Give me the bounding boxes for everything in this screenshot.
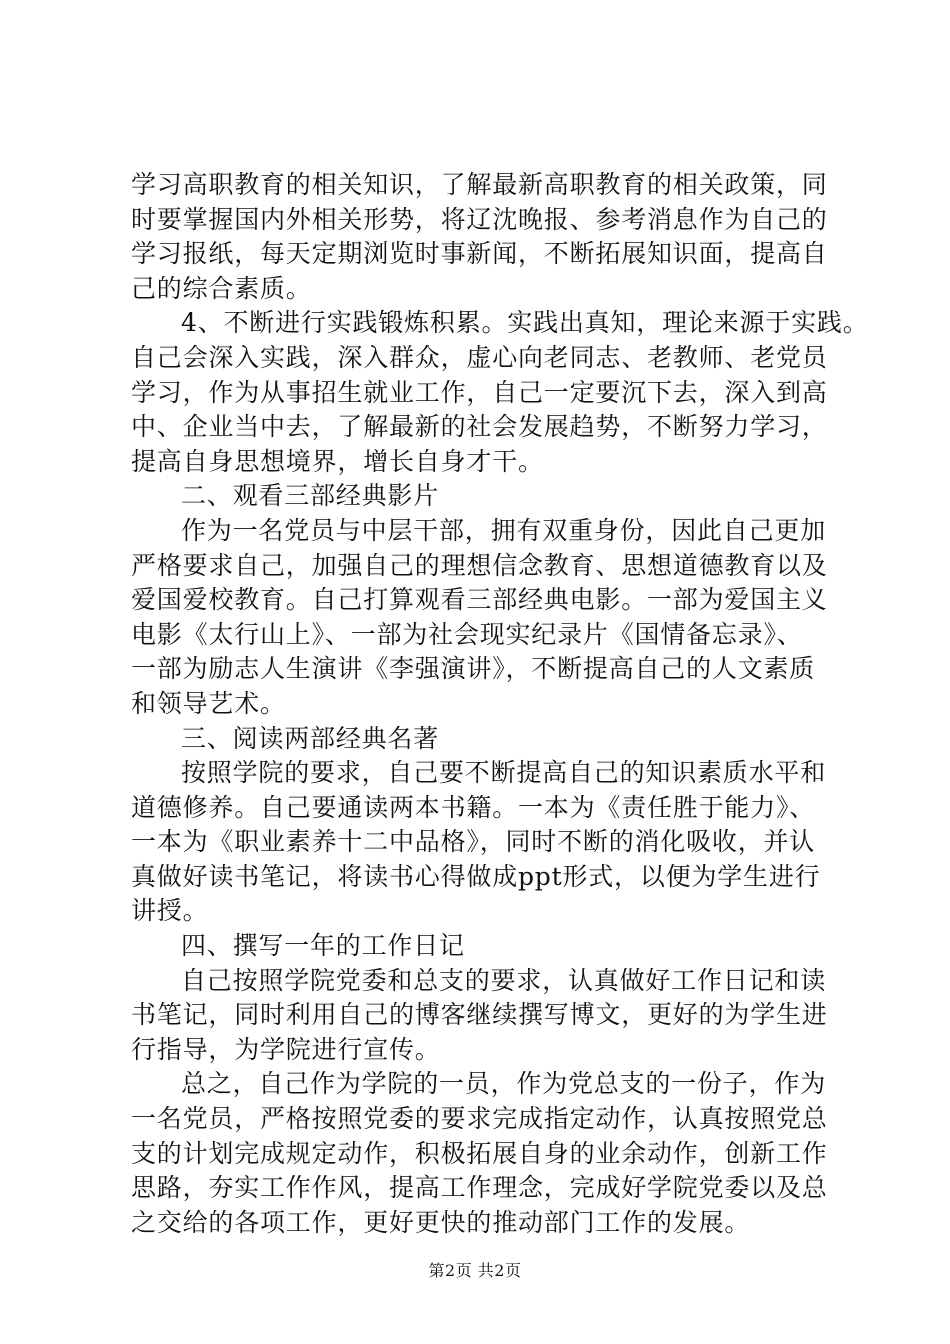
text-line: 电影《太行山上》、一部为社会现实纪录片《国情备忘录》、 [131,619,803,649]
text-line: 道德修养。自己要通读两本书籍。一本为《责任胜于能力》、 [131,792,816,822]
text-line: 严格要求自己，加强自己的理想信念教育、思想道德教育以及 [131,550,828,580]
text-line: 时要掌握国内外相关形势，将辽沈晚报、参考消息作为自己的 [131,204,828,234]
text-line: 讲授。 [131,896,209,926]
text-line: 一本为《职业素养十二中品格》，同时不断的消化吸收，并认 [131,827,816,857]
text-line: 作为一名党员与中层干部，拥有双重身份，因此自己更加 [181,515,827,545]
text-line: 按照学院的要求，自己要不断提高自己的知识素质水平和 [181,758,827,788]
text-line: 行指导，为学院进行宣传。 [131,1034,441,1064]
text-line: 真做好读书笔记，将读书心得做成ppt形式，以便为学生进行 [131,861,821,891]
text-line: 和领导艺术。 [131,688,286,718]
text-line: 学习，作为从事招生就业工作，自己一定要沉下去，深入到高 [131,377,828,407]
text-line: 一部为励志人生演讲《李强演讲》，不断提高自己的人文素质 [131,654,816,684]
text-line: 中、企业当中去，了解最新的社会发展趋势，不断努力学习， [131,412,828,442]
text-line: 思路，夯实工作作风，提高工作理念，完成好学院党委以及总 [131,1173,828,1203]
text-line: 总之，自己作为学院的一员，作为党总支的一份子，作为 [181,1069,827,1099]
text-line: 自己会深入实践，深入群众，虚心向老同志、老教师、老党员 [131,342,828,372]
document-body [131,168,869,1240]
text-line: 学习高职教育的相关知识，了解最新高职教育的相关政策，同 [131,170,828,199]
text-line: 三、阅读两部经典名著 [181,723,440,753]
text-line: 提高自身思想境界，增长自身才干。 [131,446,544,476]
text-line: 一名党员，严格按照党委的要求完成指定动作，认真按照党总 [131,1104,828,1134]
text-line: 自己按照学院党委和总支的要求，认真做好工作日记和读 [181,965,827,995]
text-line: 四、撰写一年的工作日记 [181,931,465,961]
text-line: 4、不断进行实践锻炼积累。实践出真知，理论来源于实践。 [181,308,869,338]
text-line: 爱国爱校教育。自己打算观看三部经典电影。一部为爱国主义 [131,585,828,615]
page-footer: 第2页 共2页 [428,1261,522,1280]
text-line: 己的综合素质。 [131,273,312,303]
text-line: 书笔记，同时利用自己的博客继续撰写博文，更好的为学生进 [131,1000,828,1030]
text-line: 之交给的各项工作，更好更快的推动部门工作的发展。 [131,1207,751,1237]
text-line: 学习报纸，每天定期浏览时事新闻，不断拓展知识面，提高自 [131,239,828,269]
text-line: 支的计划完成规定动作，积极拓展自身的业余动作，创新工作 [131,1138,828,1168]
text-line: 二、观看三部经典影片 [181,481,440,511]
